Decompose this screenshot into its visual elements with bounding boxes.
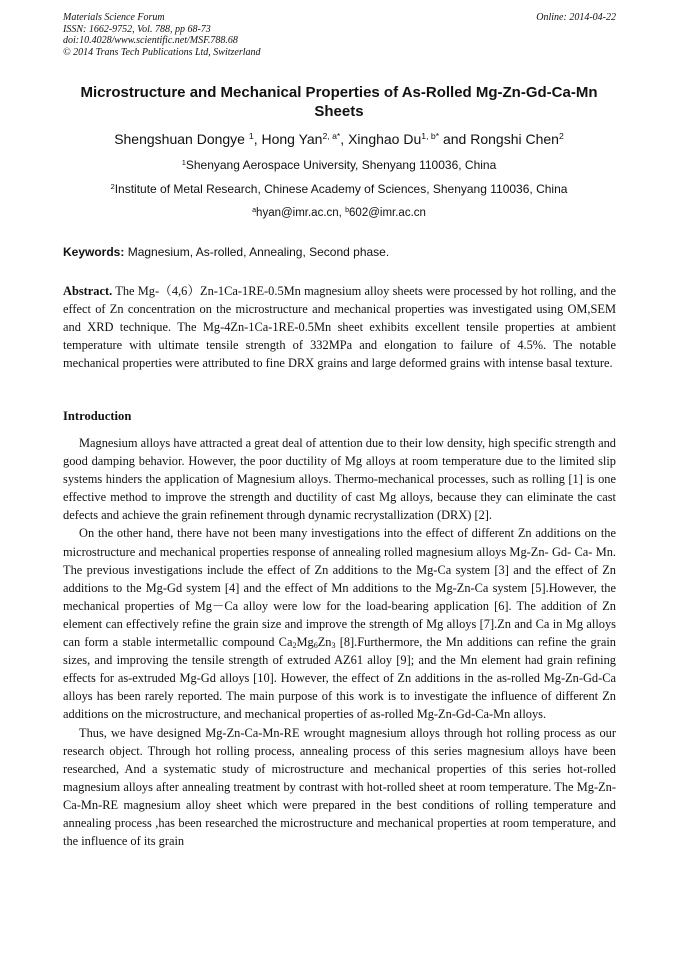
affiliation-mark: 1 [181,157,186,167]
paragraph-text: [8].Furthermore, the Mn additions can refine the grain sizes, and improving the tensile strength of extruded AZ61 alloy [9]; and the Mn element had grain refining effects for as-extruded Mg-Gd alloys [10]. However, the effect of Zn additions in the as-rolled Mg-Zn-Gd-Ca alloys has been rarely reported. The main purpose of this work is to investigate the influence of different Zn additions on the microstructure, and mechanical properties of as-rolled Mg-Zn-Gd-Ca-Mn alloys. [63,635,617,722]
author-separator: , [253,131,262,147]
section-heading: Introduction [63,409,132,423]
author-emails [40,206,638,221]
author-name: Xinghao Du [348,131,422,147]
formula-element: Zn [317,635,332,650]
author-name: Hong Yan [261,131,323,147]
email-mark: b [345,206,350,215]
email-address: 602@imr.ac.cn [349,207,426,219]
author-list [40,130,638,148]
email-address: hyan@imr.ac.cn, [256,207,346,219]
keywords-label: Keywords: [63,245,125,259]
introduction-body [63,434,616,850]
formula-subscript: 6 [313,641,318,651]
paragraph: Magnesium alloys have attracted a great deal of attention due to their low density, high specific strength and good damping behavior. However, the poor ductility of Mg alloys at room temperature due to the limited slip systems hinders the application of Magnesium alloys. Thermo-mechanical processes, such as rolling [1] is one effective method to improve the strength and ductility of cast Mg alloys, because they can eliminate the cast defects and achieve the grain refinement through dynamic recrystallization (DRX) [2]. [63,436,616,523]
formula-subscript: 3 [331,641,336,651]
online-date: Online: 2014-04-22 [536,12,616,23]
email-mark: a [252,206,257,215]
journal-header [63,12,616,58]
author-affiliation-mark: 2, a* [322,131,341,142]
author-separator: , [340,131,349,147]
formula-subscript: 2 [292,641,297,651]
issn-line: ISSN: 1662-9752, Vol. 788, pp 68-73 [63,23,211,35]
doi-line: doi:10.4028/www.scientific.net/MSF.788.68 [63,35,238,46]
abstract-label: Abstract. [63,284,113,298]
journal-name: Materials Science Forum [63,12,165,23]
author-affiliation-mark: 2 [558,131,564,142]
copyright-line: © 2014 Trans Tech Publications Ltd, Switzerland [63,46,261,58]
paper-title: Microstructure and Mechanical Properties of As-Rolled Mg-Zn-Gd-Ca-Mn Sheets [80,84,598,120]
abstract [63,282,616,372]
paragraph [63,524,616,723]
abstract-text: The Mg-（4,6）Zn-1Ca-1RE-0.5Mn magnesium alloy sheets were processed by hot rolling, and the effect of Zn concentration on the microstructure and mechanical properties was investigated using OM,SEM and XRD technique. The Mg-4Zn-1Ca-1RE-0.5Mn sheet exhibits excellent tensile properties at ambient temperature with ultimate tensile strength of 332MPa and elongation to failure of 4.5%. The notable mechanical properties were attributed to fine DRX grains and large deformed grains with intense basal texture. [63,284,616,371]
paragraph-text: On the other hand, there have not been many investigations into the effect of different Zn additions on the microstructure and mechanical properties response of annealing rolled magnesium alloys Mg-Zn- Gd- Ca- Mn. The previous investigations include the effect of Zn additions to the Mg-Ca system [3] and the effect of Zn additions to the Mg-Gd system [4] and the effect of Mn additions to the Mg-Zn-Ca system [5].However, the mechanical properties of Mg－Ca alloy were low for the load-bearing application [6]. The addition of Zn element can effectively refine the grain size and improve the strength of Mg alloys [7].Zn and Ca in Mg alloys can form a stable intermetallic compound Ca [63,526,616,650]
author-name: Shengshuan Dongye [114,131,249,147]
keywords [63,245,616,260]
formula-element: Mg [296,635,314,650]
paragraph: Thus, we have designed Mg-Zn-Ca-Mn-RE wrought magnesium alloys through hot rolling process as our research object. Through hot rolling process, annealing process of this series magnesium alloys have been researched, And a systematic study of microstructure and mechanical properties of this series hot-rolled magnesium alloys after annealing treatment by contrast with hot-rolled sheet at room temperature. The Mg-Zn-Ca-Mn-RE magnesium alloy sheet which were prepared in the best conditions of rolling temperature and annealing process ,has been researched the microstructure and mechanical properties at room temperature, and the influence of its grain [63,725,616,849]
affiliation-text: Shenyang Aerospace University, Shenyang 110036, China [185,158,497,172]
author-affiliation-mark: 1 [248,131,254,142]
affiliation-2 [40,182,638,197]
author-affiliation-mark: 1, b* [421,131,440,142]
affiliation-text: Institute of Metal Research, Chinese Academy of Sciences, Shenyang 110036, China [114,182,568,196]
affiliation-1 [40,158,638,173]
keywords-text: Magnesium, As-rolled, Annealing, Second phase. [124,245,390,259]
author-separator: and [439,131,471,147]
affiliation-mark: 2 [110,181,115,191]
author-name: Rongshi Chen [470,131,559,147]
